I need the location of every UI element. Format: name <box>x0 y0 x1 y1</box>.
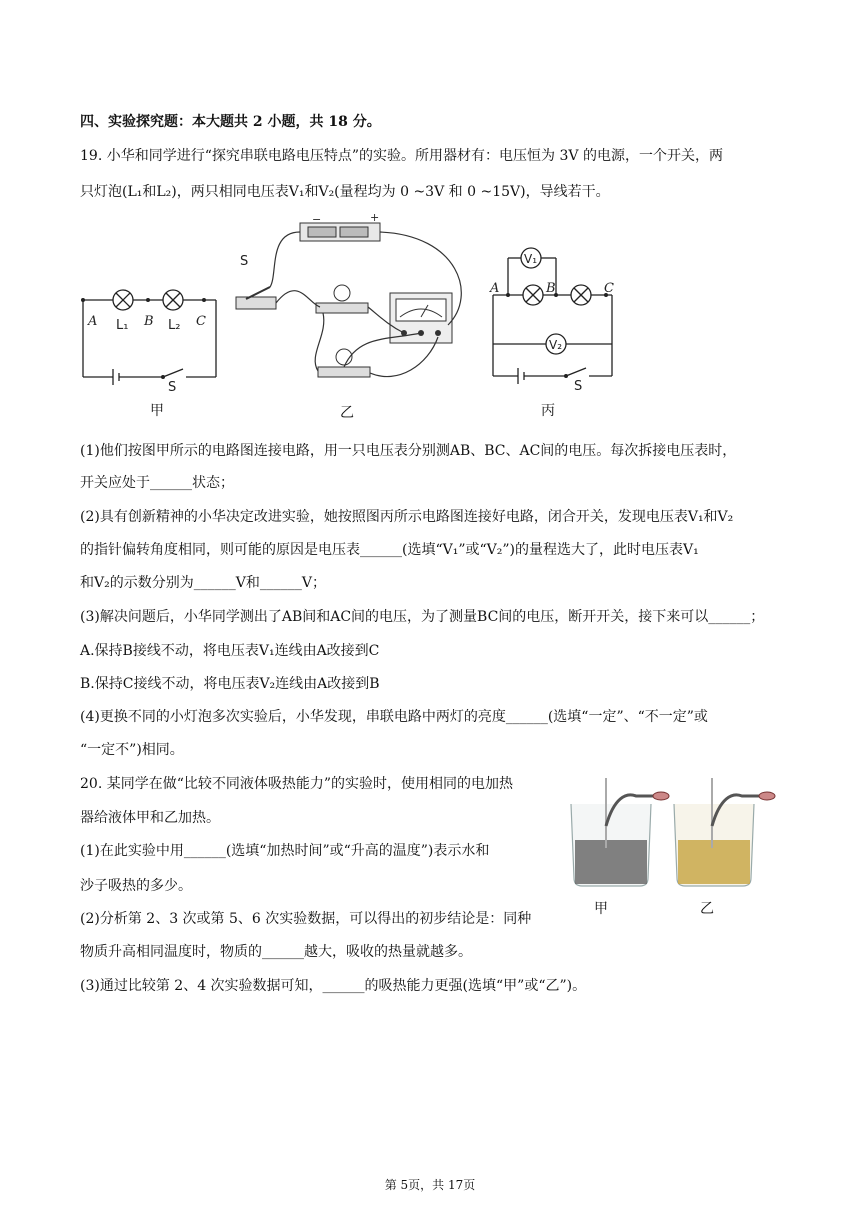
bing-label-s: S <box>574 379 583 394</box>
q19-line-2: 只灯泡(L₁和L₂)，两只相同电压表V₁和V₂(量程均为 0 ~3V 和 0 ~15V)，导线若干。 <box>80 184 610 200</box>
q20-line-1: 20. 某同学在做“比较不同液体吸热能力”的实验时，使用相同的电加热 <box>80 776 514 792</box>
q20-line-7: (3)通过比较第 2、4 次实验数据可知，______的吸热能力更强(选填“甲”或“乙”)。 <box>80 978 587 994</box>
q19-item-4a: (4)更换不同的小灯泡多次实验后，小华发现，串联电路中两灯的亮度______(选填“一定”、“不一定”或 <box>80 709 708 725</box>
jia-label-l1: L₁ <box>116 318 129 333</box>
bing-label-c: C <box>604 281 614 296</box>
beaker-caption-jia: 甲 <box>594 901 608 917</box>
circuit-figure-yi <box>228 211 478 387</box>
q19-option-a: A.保持B接线不动，将电压表V₁连线由A改接到C <box>80 643 380 659</box>
page-footer: 第 5页，共 17页 <box>384 1178 476 1192</box>
yi-label-s: S <box>240 254 249 269</box>
caption-jia: 甲 <box>150 403 164 419</box>
q19-option-b: B.保持C接线不动，将电压表V₂连线由A改接到B <box>80 676 380 692</box>
q20-line-2: 器给液体甲和乙加热。 <box>80 810 220 826</box>
caption-bing: 丙 <box>541 403 555 419</box>
jia-label-b: B <box>144 314 154 329</box>
beakers-figure <box>566 778 780 890</box>
q20-line-6: 物质升高相同温度时，物质的______越大，吸收的热量就越多。 <box>80 944 472 960</box>
jia-label-s: S <box>168 380 177 395</box>
beaker-caption-yi: 乙 <box>700 901 714 917</box>
bing-label-v2: V₂ <box>549 338 563 352</box>
jia-label-a: A <box>88 314 98 329</box>
q20-line-3: (1)在此实验中用______(选填“加热时间”或“升高的温度”)表示水和 <box>80 843 490 859</box>
bing-label-b: B <box>546 281 556 296</box>
bing-label-a: A <box>490 281 500 296</box>
q19-item-2a: (2)具有创新精神的小华决定改进实验，她按照图丙所示电路图连接好电路，闭合开关，发现电压表V₁和V₂ <box>80 509 734 525</box>
jia-label-l2: L₂ <box>168 318 181 333</box>
circuit-figure-bing <box>488 240 628 394</box>
q20-line-4: 沙子吸热的多少。 <box>80 878 192 894</box>
q19-item-2b: 的指针偏转角度相同，则可能的原因是电压表______(选填“V₁”或“V₂”)的量程选大了，此时电压表V₁ <box>80 542 699 558</box>
circuit-figure-jia <box>78 285 223 395</box>
svg-text:−: − <box>312 213 322 226</box>
q19-item-1a: (1)他们按图甲所示的电路图连接电路，用一只电压表分别测AB、BC、AC间的电压。每次拆接电压表时， <box>80 443 737 459</box>
q19-item-1b: 开关应处于______状态； <box>80 475 234 491</box>
jia-label-c: C <box>196 314 206 329</box>
q19-line-1: 19. 小华和同学进行“探究串联电路电压特点”的实验。所用器材有：电压恒为 3V 的电源，一个开关，两 <box>80 148 723 164</box>
q19-item-4b: “一定不”)相同。 <box>80 742 184 758</box>
q19-item-3: (3)解决问题后，小华同学测出了AB间和AC间的电压，为了测量BC间的电压，断开开关，接下来可以______； <box>80 609 765 625</box>
q19-item-2c: 和V₂的示数分别为______V和______V； <box>80 575 326 591</box>
svg-text:+: + <box>370 211 380 224</box>
caption-yi: 乙 <box>340 405 354 421</box>
bing-label-v1: V₁ <box>524 252 538 266</box>
q20-line-5: (2)分析第 2、3 次或第 5、6 次实验数据，可以得出的初步结论是：同种 <box>80 911 532 927</box>
section-heading: 四、实验探究题：本大题共 2 小题，共 18 分。 <box>80 114 381 130</box>
